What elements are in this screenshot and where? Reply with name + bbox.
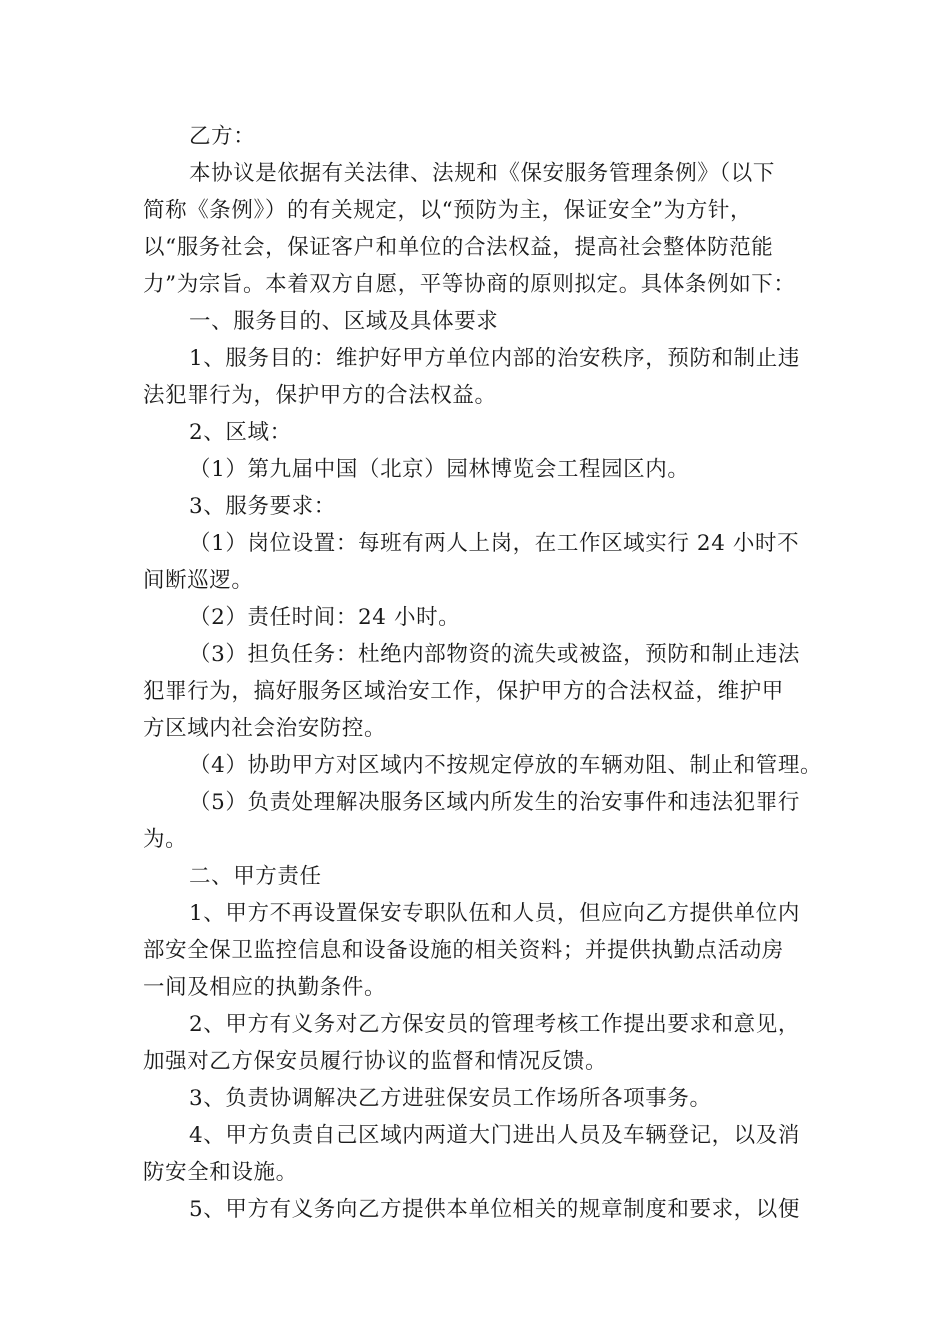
- text-line: 2、区域：: [189, 420, 292, 445]
- text-line: 法犯罪行为，保护甲方的合法权益。: [143, 383, 497, 408]
- text-line: （4）协助甲方对区域内不按规定停放的车辆劝阻、制止和管理。: [189, 753, 823, 778]
- text-line: 简称《条例》）的有关规定，以“预防为主，保证安全”为方针，: [143, 198, 753, 223]
- text-line: 力”为宗旨。本着双方自愿，平等协商的原则拟定。具体条例如下：: [143, 272, 796, 297]
- text-line: 方区域内社会治安防控。: [143, 716, 387, 741]
- text-line: 防安全和设施。: [143, 1160, 298, 1185]
- text-line: 3、负责协调解决乙方进驻保安员工作场所各项事务。: [189, 1086, 712, 1111]
- document-body: [143, 118, 823, 1228]
- section-heading: 二、甲方责任: [189, 864, 322, 889]
- text-line: 一间及相应的执勤条件。: [143, 975, 387, 1000]
- text-line: 1、服务目的：维护好甲方单位内部的治安秩序，预防和制止违: [189, 346, 800, 371]
- text-line: 加强对乙方保安员履行协议的监督和情况反馈。: [143, 1049, 608, 1074]
- text-line: 4、甲方负责自己区域内两道大门进出人员及车辆登记，以及消: [189, 1123, 800, 1148]
- text-line: （5）负责处理解决服务区域内所发生的治安事件和违法犯罪行: [189, 790, 800, 815]
- section-heading: 一、服务目的、区域及具体要求: [189, 309, 499, 334]
- text-line: 部安全保卫监控信息和设备设施的相关资料；并提供执勤点活动房: [143, 938, 784, 963]
- text-line: 犯罪行为，搞好服务区域治安工作，保护甲方的合法权益，维护甲: [143, 679, 784, 704]
- text-line: 5、甲方有义务向乙方提供本单位相关的规章制度和要求，以便: [189, 1197, 800, 1222]
- text-line: 本协议是依据有关法律、法规和《保安服务管理条例》（以下: [189, 161, 775, 186]
- text-line: 3、服务要求：: [189, 494, 336, 519]
- text-line: （3）担负任务：杜绝内部物资的流失或被盗，预防和制止违法: [189, 642, 800, 667]
- text-line: （1）岗位设置：每班有两人上岗，在工作区域实行 24 小时不: [189, 531, 800, 556]
- text-line: 间断巡逻。: [143, 568, 254, 593]
- text-line: 2、甲方有义务对乙方保安员的管理考核工作提出要求和意见，: [189, 1012, 800, 1037]
- text-line: 以“服务社会，保证客户和单位的合法权益，提高社会整体防范能: [143, 235, 774, 260]
- text-line: 乙方：: [189, 124, 256, 149]
- text-line: （1）第九届中国（北京）园林博览会工程园区内。: [189, 457, 690, 482]
- text-line: （2）责任时间：24 小时。: [189, 605, 461, 630]
- text-line: 1、甲方不再设置保安专职队伍和人员，但应向乙方提供单位内: [189, 901, 800, 926]
- text-line: 为。: [143, 827, 188, 852]
